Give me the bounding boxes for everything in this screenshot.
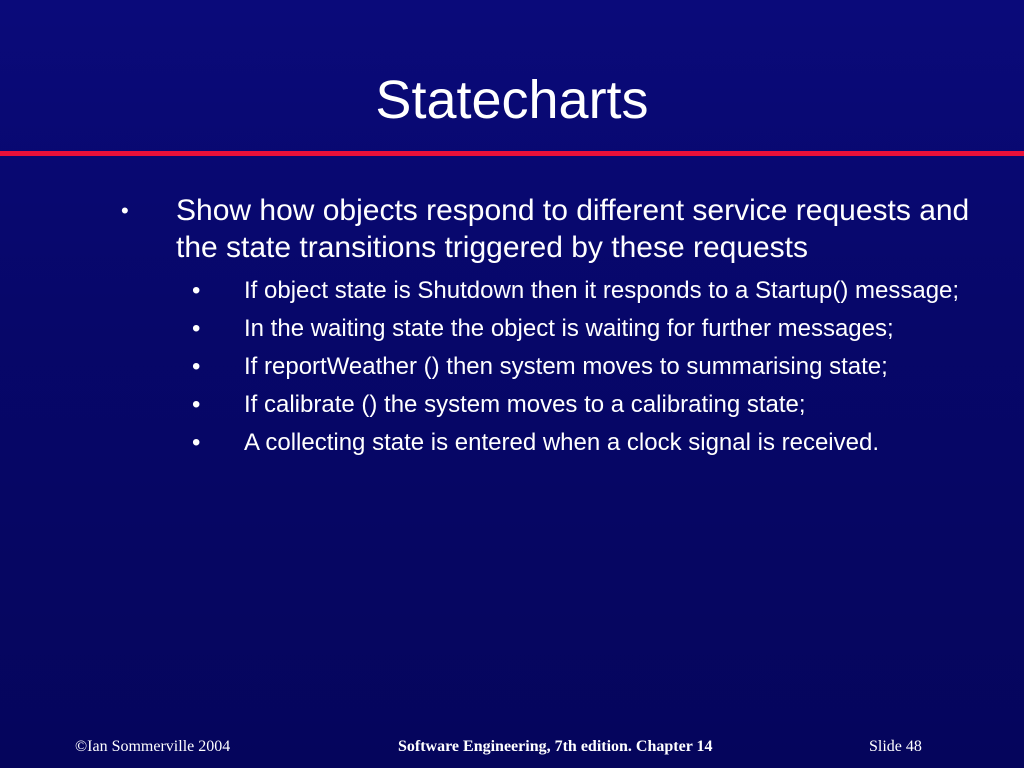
- sub-bullet-text: If object state is Shutdown then it responds to a Startup() message;: [244, 277, 960, 304]
- main-bullet-item: [121, 192, 976, 458]
- sub-bullet-item: [192, 314, 984, 344]
- sub-bullet-item: [192, 276, 984, 306]
- footer-slide-number: Slide 48: [869, 738, 922, 755]
- sub-bullet-list: [192, 276, 984, 458]
- title-divider: [0, 151, 1024, 156]
- sub-bullet-item: [192, 428, 984, 458]
- footer-book-title: Software Engineering, 7th edition. Chapter 14: [398, 738, 713, 755]
- sub-bullet-item: [192, 390, 984, 420]
- bullet-marker: •: [192, 391, 201, 418]
- sub-bullet-text: If calibrate () the system moves to a calibrating state;: [244, 391, 806, 418]
- footer-copyright: ©Ian Sommerville 2004: [75, 738, 231, 755]
- slide-content: [0, 192, 1024, 466]
- bullet-marker: •: [192, 429, 201, 456]
- bullet-marker: •: [192, 315, 201, 342]
- slide-title: Statecharts: [375, 70, 649, 130]
- sub-bullet-text: A collecting state is entered when a clock signal is received.: [244, 429, 880, 456]
- sub-bullet-text: In the waiting state the object is waiting for further messages;: [244, 315, 894, 342]
- bullet-marker: •: [121, 198, 129, 223]
- sub-bullet-text: If reportWeather () then system moves to summarising state;: [244, 353, 888, 380]
- sub-bullet-item: [192, 352, 984, 382]
- main-bullet-text: Show how objects respond to different service requests and the state transitions triggered by these requests: [176, 194, 970, 264]
- bullet-marker: •: [192, 277, 201, 304]
- bullet-marker: •: [192, 353, 201, 380]
